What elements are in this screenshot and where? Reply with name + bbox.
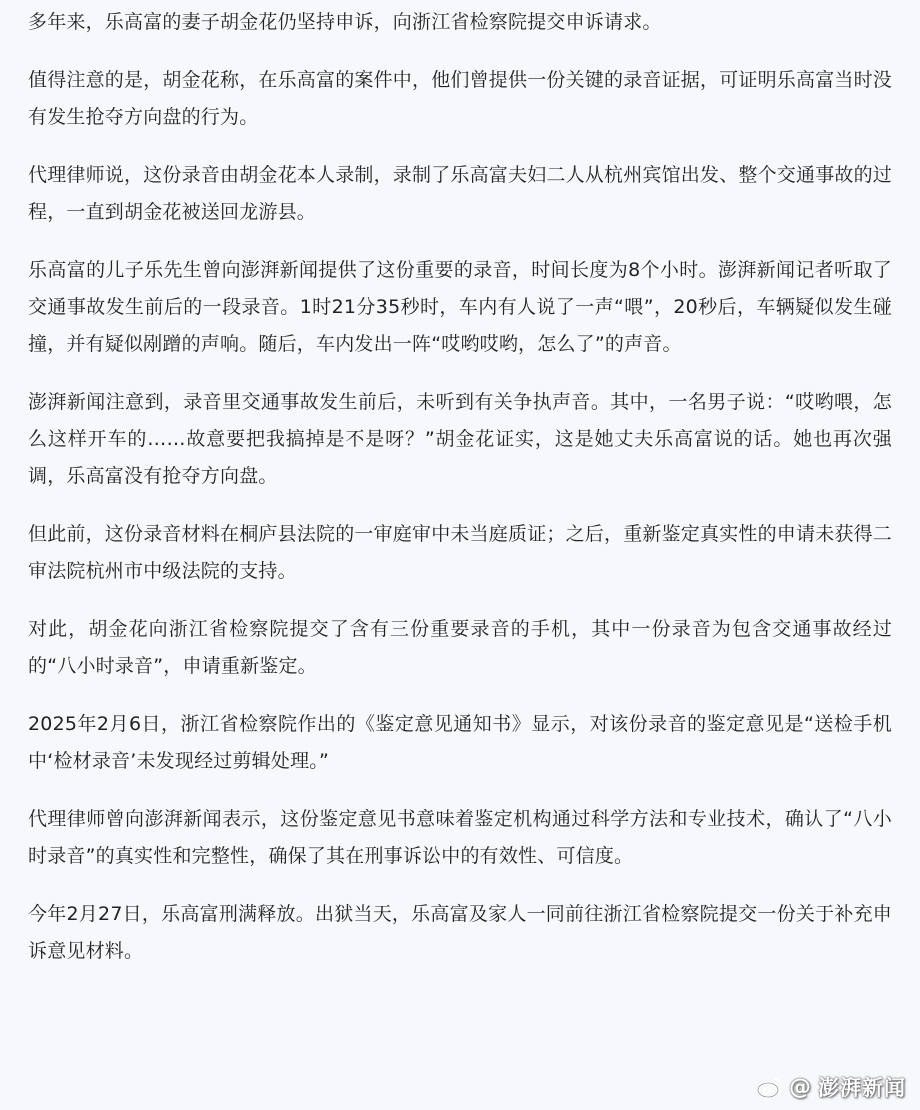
article-paragraph: 乐高富的儿子乐先生曾向澎湃新闻提供了这份重要的录音，时间长度为8个小时。澎湃新闻记者听取了交通事故发生前后的一段录音。1时21分35秒时，车内有人说了一声“喂”，20秒后，车辆疑似发生碰撞，并有疑似剐蹭的声响。随后，车内发出一阵“哎哟哎哟，怎么了”的声音。 [28, 259, 892, 355]
article-paragraph: 2025年2月6日，浙江省检察院作出的《鉴定意见通知书》显示，对该份录音的鉴定意见是“送检手机中‘检材录音’未发现经过剪辑处理。” [28, 713, 892, 772]
weibo-icon [757, 1076, 783, 1098]
article-paragraph: 代理律师曾向澎湃新闻表示，这份鉴定意见书意味着鉴定机构通过科学方法和专业技术，确认了“八小时录音”的真实性和完整性，确保了其在刑事诉讼中的有效性、可信度。 [28, 808, 892, 867]
article-paragraph: 值得注意的是，胡金花称，在乐高富的案件中，他们曾提供一份关键的录音证据，可证明乐高富当时没有发生抢夺方向盘的行为。 [28, 69, 893, 128]
at-sign: @ [789, 1074, 812, 1100]
watermark-text: 澎湃新闻 [818, 1076, 906, 1100]
article-paragraph: 多年来，乐高富的妻子胡金花仍坚持申诉，向浙江省检察院提交申诉请求。 [28, 11, 662, 33]
weibo-watermark [757, 1072, 906, 1102]
article-paragraph: 今年2月27日，乐高富刑满释放。出狱当天，乐高富及家人一同前往浙江省检察院提交一份关于补充申诉意见材料。 [28, 903, 892, 962]
article-paragraph: 代理律师说，这份录音由胡金花本人录制，录制了乐高富夫妇二人从杭州宾馆出发、整个交通事故的过程，一直到胡金花被送回龙游县。 [28, 164, 893, 223]
article-paragraph: 但此前，这份录音材料在桐庐县法院的一审庭审中未当庭质证；之后，重新鉴定真实性的申请未获得二审法院杭州市中级法院的支持。 [28, 523, 893, 582]
article-paragraph: 澎湃新闻注意到，录音里交通事故发生前后，未听到有关争执声音。其中，一名男子说：“哎哟喂，怎么这样开车的……故意要把我搞掉是不是呀？”胡金花证实，这是她丈夫乐高富说的话。她也再次强调，乐高富没有抢夺方向盘。 [28, 391, 892, 487]
article-paragraph: 对此，胡金花向浙江省检察院提交了含有三份重要录音的手机，其中一份录音为包含交通事故经过的“八小时录音”，申请重新鉴定。 [28, 618, 892, 677]
